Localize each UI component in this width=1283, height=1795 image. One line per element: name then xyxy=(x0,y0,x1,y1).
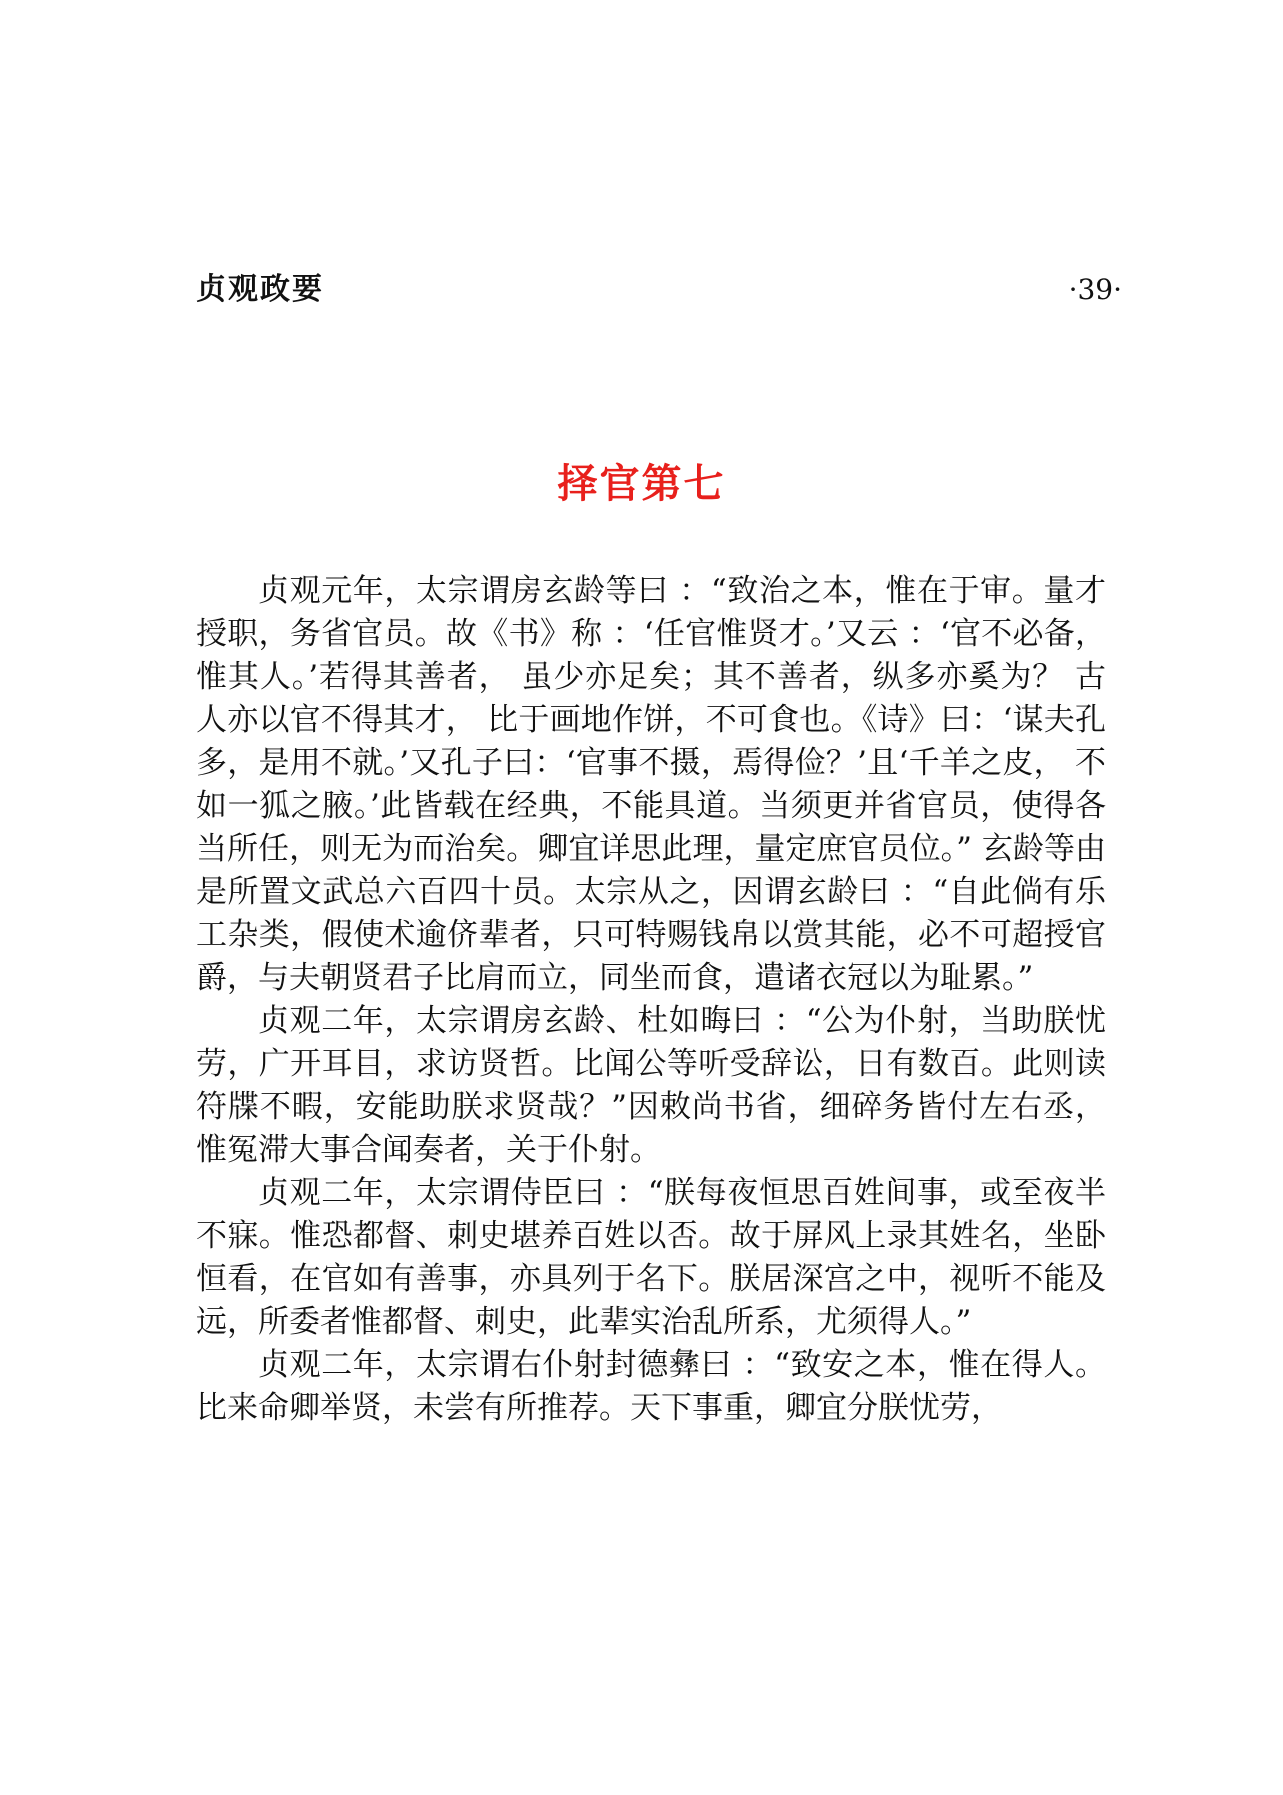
paragraph: 贞观元年，太宗谓房玄龄等曰 ：“致治之本，惟在于审。量才授职，务省官员。故《书》称 ：‘任官惟贤才。’又云 ：‘官不必备，惟其人。’若得其善者， 虽少亦足矣；其不善者，纵多亦奚为？ 古人亦以官不得其才， 比于画地作饼，不可食也。《诗》曰：‘谋夫孔多，是用不就。’又孔子曰：‘官事不摄，焉得俭？’且‘千羊之皮， 不如一狐之腋。’此皆载在经典，不能具道。当须更并省官员，使得各当所任，则无为而治矣。卿宜详思此理，量定庶官员位。” 玄龄等由是所置文武总六百四十员。太宗从之，因谓玄龄曰 ：“自此倘有乐工杂类，假使术逾侪辈者，只可特赐钱帛以赏其能，必不可超授官爵，与夫朝贤君子比肩而立，同坐而食，遣诸衣冠以为耻累。” xyxy=(196,573,1106,996)
paragraph: 贞观二年，太宗谓侍臣曰 ：“朕每夜恒思百姓间事，或至夜半不寐。惟恐都督、刺史堪养百姓以否。故于屏风上录其姓名，坐卧恒看，在官如有善事，亦具列于名下。朕居深宫之中，视听不能及远，所委者惟都督、刺史，此辈实治乱所系，尤须得人。” xyxy=(196,1175,1106,1340)
chapter-title: 择官第七 xyxy=(557,461,726,507)
paragraph: 贞观二年，太宗谓房玄龄、杜如晦曰 ：“公为仆射，当助朕忧劳，广开耳目，求访贤哲。比闻公等听受辞讼，日有数百。此则读符牒不暇，安能助朕求贤哉？”因敕尚书省，细碎务皆付左右丞，惟冤滞大事合闻奏者，关于仆射。 xyxy=(196,1003,1106,1168)
paragraph: 贞观二年，太宗谓右仆射封德彝曰 ：“致安之本，惟在得人。比来命卿举贤，未尝有所推荐。天下事重，卿宜分朕忧劳， xyxy=(196,1347,1106,1426)
running-header xyxy=(196,268,1122,312)
page-number: ·39· xyxy=(1068,273,1122,306)
body-text xyxy=(196,570,1106,1430)
book-title: 贞观政要 xyxy=(196,272,324,307)
